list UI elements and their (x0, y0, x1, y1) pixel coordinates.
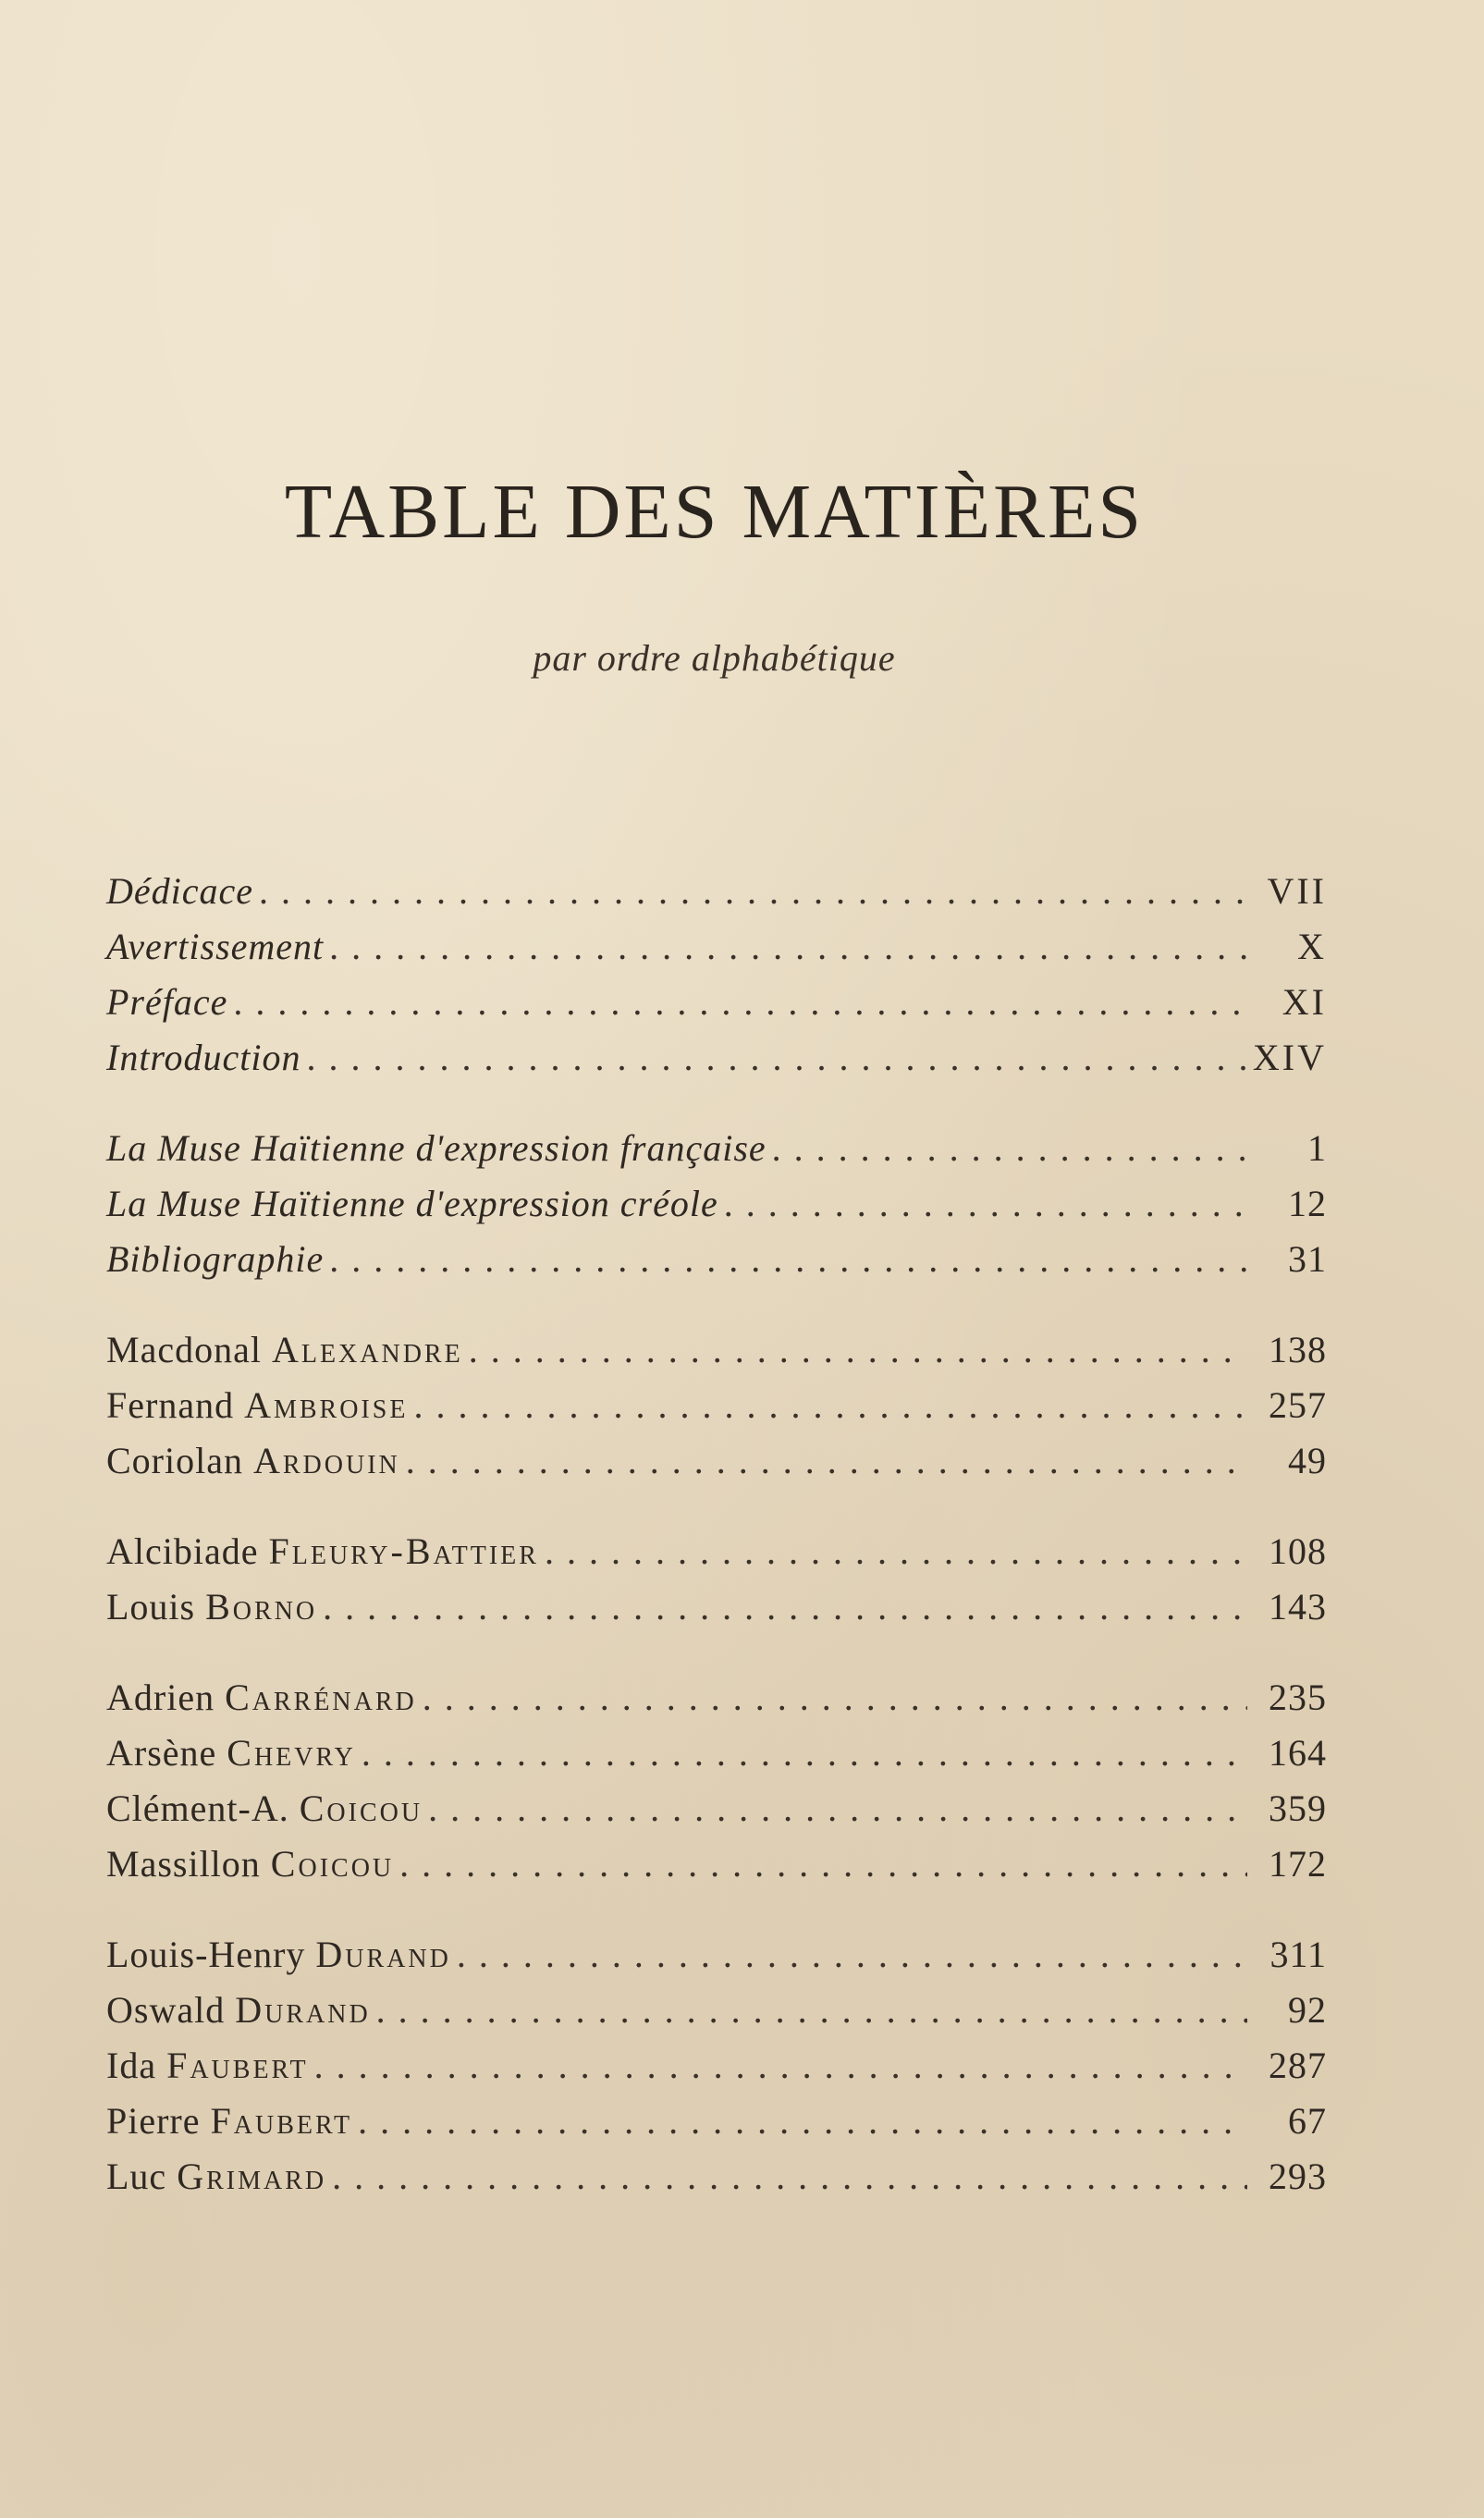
dot-leader (307, 1036, 1247, 1079)
author-first-name: Coriolan (106, 1440, 243, 1481)
entry-label: La Muse Haïtienne d'expression créole (106, 1183, 718, 1224)
entry-label (106, 1439, 400, 1482)
author-last-name: Ambroise (244, 1384, 409, 1426)
entry-label: Avertissement (106, 926, 325, 967)
toc-entry (106, 1383, 1327, 1439)
toc-entry (106, 1439, 1327, 1494)
author-first-name: Pierre (106, 2100, 201, 2142)
dot-leader (457, 1933, 1247, 1976)
entry-label: La Muse Haïtienne d'expression française (106, 1127, 767, 1169)
entry-page: X (1297, 926, 1327, 967)
toc-entry (106, 1731, 1327, 1787)
entry-page: 1 (1307, 1127, 1327, 1169)
toc-entry (106, 2155, 1327, 2210)
author-last-name: Fleury-Battier (268, 1530, 539, 1572)
entry-page: 108 (1269, 1530, 1327, 1572)
toc-entry (106, 925, 1327, 980)
dot-leader (399, 1842, 1247, 1885)
toc-entry (106, 869, 1327, 925)
author-last-name: Chevry (227, 1732, 356, 1774)
dot-leader (332, 2155, 1247, 2198)
author-last-name: Ardouin (252, 1440, 400, 1481)
author-last-name: Borno (205, 1586, 318, 1627)
entry-page: XIV (1252, 1037, 1327, 1078)
table-of-contents (106, 869, 1327, 2245)
author-first-name: Macdonal (106, 1329, 262, 1370)
entry-label: Dédicace (106, 870, 254, 912)
dot-leader (428, 1787, 1247, 1830)
entry-page: 257 (1269, 1384, 1327, 1426)
entry-page: 359 (1269, 1787, 1327, 1829)
entry-label (106, 1328, 463, 1371)
toc-entry (106, 1676, 1327, 1731)
entry-label (106, 1988, 371, 2032)
dot-leader (233, 980, 1247, 1024)
entry-label (106, 2099, 352, 2143)
toc-entry (106, 1988, 1327, 2044)
author-first-name: Clément-A. (106, 1787, 289, 1829)
entry-page: 49 (1288, 1440, 1327, 1481)
author-first-name: Louis-Henry (106, 1934, 306, 1975)
author-first-name: Ida (106, 2045, 157, 2086)
author-last-name: Coicou (270, 1843, 395, 1885)
entry-page: 12 (1288, 1183, 1327, 1224)
dot-leader (329, 925, 1247, 968)
dot-leader (724, 1182, 1247, 1225)
toc-entry (106, 1529, 1327, 1585)
toc-entry (106, 1933, 1327, 1988)
dot-leader (376, 1988, 1247, 2032)
entry-page: 172 (1269, 1843, 1327, 1885)
dot-leader (358, 2099, 1247, 2143)
toc-entry (106, 2099, 1327, 2155)
toc-group-poets-a (106, 1328, 1327, 1494)
entry-label: Préface (106, 981, 228, 1023)
entry-page: 143 (1269, 1586, 1327, 1627)
author-last-name: Faubert (166, 2045, 309, 2086)
author-last-name: Carrénard (225, 1677, 417, 1718)
author-first-name: Alcibiade (106, 1530, 259, 1572)
toc-entry (106, 1842, 1327, 1898)
dot-leader (323, 1585, 1247, 1628)
author-first-name: Louis (106, 1586, 196, 1627)
dot-leader (469, 1328, 1247, 1371)
toc-group-essays (106, 1126, 1327, 1293)
dot-leader (259, 869, 1247, 913)
author-last-name: Coicou (299, 1787, 423, 1829)
toc-entry (106, 2044, 1327, 2099)
toc-entry (106, 1585, 1327, 1640)
dot-leader (545, 1529, 1247, 1573)
entry-label (106, 1787, 423, 1830)
entry-page: 67 (1288, 2100, 1327, 2142)
entry-label (106, 1585, 317, 1628)
toc-entry (106, 1182, 1327, 1237)
dot-leader (329, 1237, 1247, 1281)
entry-label (106, 1842, 394, 1885)
toc-group-poets-c (106, 1676, 1327, 1898)
entry-page: 138 (1269, 1329, 1327, 1370)
entry-page: VII (1267, 870, 1327, 912)
entry-page: 92 (1288, 1989, 1327, 2031)
author-last-name: Faubert (210, 2100, 353, 2142)
dot-leader (314, 2044, 1247, 2087)
author-first-name: Fernand (106, 1384, 235, 1426)
toc-group-poets-b (106, 1529, 1327, 1640)
toc-group-front-matter (106, 869, 1327, 1091)
author-last-name: Durand (235, 1989, 371, 2031)
entry-page: 311 (1269, 1934, 1327, 1975)
entry-label (106, 1676, 417, 1719)
author-first-name: Luc (106, 2156, 167, 2197)
toc-entry (106, 1036, 1327, 1091)
toc-entry (106, 1237, 1327, 1293)
toc-entry (106, 1126, 1327, 1182)
page-title: TABLE DES MATIÈRES (284, 469, 1145, 555)
entry-label (106, 2044, 309, 2087)
author-first-name: Massillon (106, 1843, 261, 1885)
toc-entry (106, 1328, 1327, 1383)
entry-page: 235 (1269, 1677, 1327, 1718)
dot-leader (413, 1383, 1247, 1427)
dot-leader (362, 1731, 1247, 1775)
entry-page: 164 (1269, 1732, 1327, 1774)
entry-label: Bibliographie (106, 1238, 325, 1280)
entry-page: 287 (1269, 2045, 1327, 2086)
author-last-name: Grimard (177, 2156, 327, 2197)
dot-leader (772, 1126, 1247, 1170)
toc-entry (106, 1787, 1327, 1842)
entry-label (106, 1383, 408, 1427)
author-first-name: Oswald (106, 1989, 226, 2031)
entry-page: 31 (1288, 1238, 1327, 1280)
entry-label (106, 1933, 451, 1976)
author-last-name: Alexandre (271, 1329, 463, 1370)
entry-label (106, 1529, 539, 1573)
entry-page: XI (1282, 981, 1327, 1023)
author-first-name: Adrien (106, 1677, 215, 1718)
toc-group-poets-d-g (106, 1933, 1327, 2210)
entry-label (106, 1731, 356, 1775)
author-first-name: Arsène (106, 1732, 217, 1774)
dot-leader (406, 1439, 1247, 1482)
page-subtitle: par ordre alphabétique (533, 637, 896, 679)
toc-entry (106, 980, 1327, 1036)
entry-page: 293 (1269, 2156, 1327, 2197)
entry-label: Introduction (106, 1037, 301, 1078)
entry-label (106, 2155, 326, 2198)
dot-leader (423, 1676, 1247, 1719)
author-last-name: Durand (315, 1934, 451, 1975)
